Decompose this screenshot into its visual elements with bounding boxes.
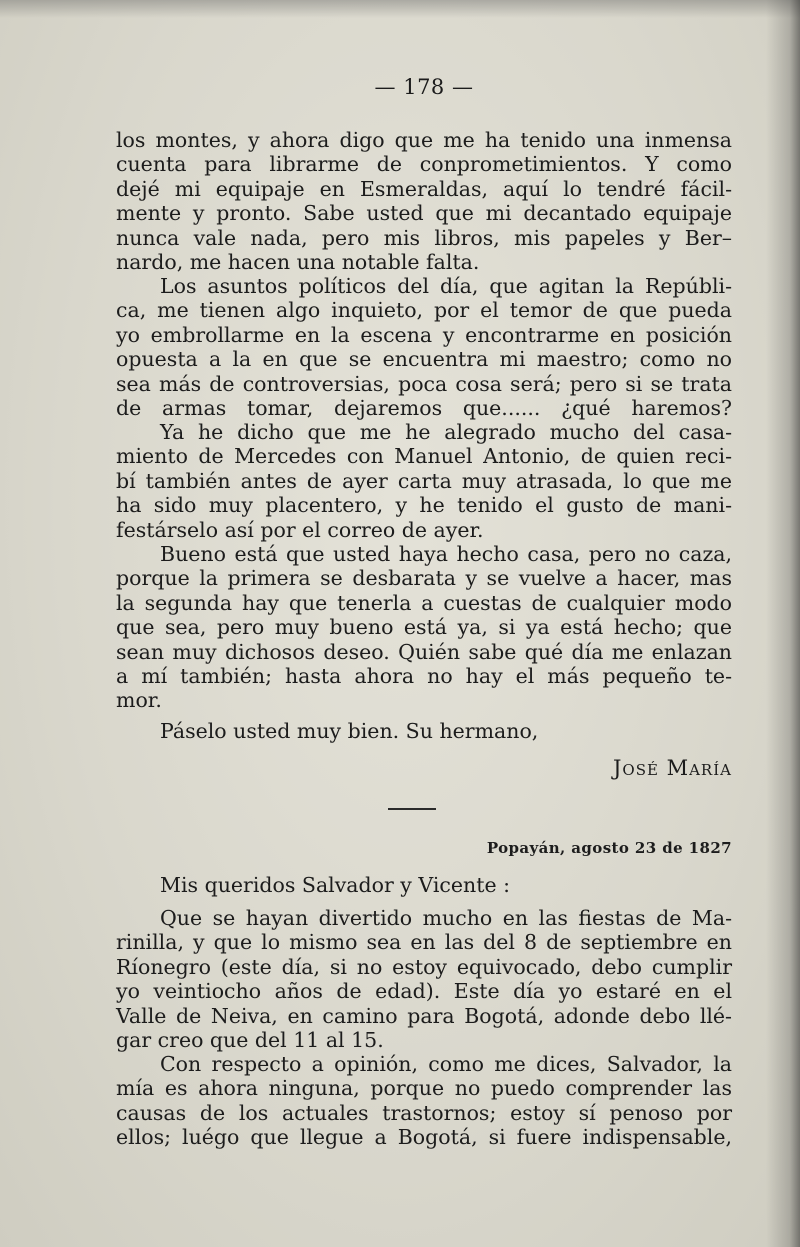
closing-paragraph [116,719,732,743]
text-line: la segunda hay que tenerla a cuestas de cualquier modo [116,590,732,615]
text-line: miento de Mercedes con Manuel Antonio, de quien reci- [116,444,732,469]
text-line: ellos; luégo que llegue a Bogotá, si fuere indispensable, [116,1125,732,1150]
text-line: los montes, y ahora digo que me ha tenido una inmensa [116,128,732,152]
paragraph-3 [116,420,732,542]
text-line: causas de los actuales trastornos; estoy sí penoso por [116,1100,732,1125]
text-line: Valle de Neiva, en camino para Bogotá, adonde debo llé- [116,1003,732,1028]
text-line: Ríonegro (este día, si no estoy equivocado, debo cumplir [116,954,732,979]
paragraph-2 [116,274,732,420]
text-line: ha sido muy placentero, y he tenido el gusto de mani- [116,493,732,518]
text-line: ca, me tienen algo inquieto, por el temor de que pueda [116,298,732,323]
text-line: gar creo que del 11 al 15. [116,1027,384,1052]
text-line: Que se hayan divertido mucho en las fiestas de Ma- [160,906,732,930]
text-line: porque la primera se desbarata y se vuelve a hacer, mas [116,566,732,591]
text-line: a mí también; hasta ahora no hay el más pequeño te- [116,663,732,688]
text-line: nunca vale nada, pero mis libros, mis papeles y Ber– [116,225,732,250]
text-line: Los asuntos políticos del día, que agitan la Repúbli- [160,274,732,298]
paragraph-1 [116,128,732,274]
paragraph-5 [116,906,732,1052]
text-line: sea más de controversias, poca cosa será; pero si se trata [116,371,732,396]
text-line: festárselo así por el correo de ayer. [116,517,484,542]
text-line: de armas tomar, dejaremos que...... ¿qué haremos? [116,395,732,420]
text-line: mor. [116,688,162,713]
text-line: sean muy dichosos deseo. Quién sabe qué día me enlazan [116,639,732,664]
text-line: opuesta a la en que se encuentra mi maestro; como no [116,347,732,372]
text-line: yo embrollarme en la escena y encontrarme en posición [116,322,732,347]
text-line: yo veintiocho años de edad). Este día yo estaré en el [116,979,732,1004]
section-divider [388,808,436,810]
text-line: mente y pronto. Sabe usted que mi decantado equipaje [116,201,732,226]
page-edge-shadow [766,0,800,1247]
page-top-shadow [0,0,800,18]
salutation: Mis queridos Salvador y Vicente : [160,873,511,897]
signature: José María [612,756,732,780]
page-number: — 178 — [374,75,474,99]
paragraph-6 [116,1052,732,1150]
text-line: bí también antes de ayer carta muy atrasada, lo que me [116,468,732,493]
text-line: Ya he dicho que me he alegrado mucho del casa- [160,420,732,444]
text-line: cuenta para librarme de conprometimientos. Y como [116,152,732,177]
paragraph-4 [116,542,732,713]
text-line: Páselo usted muy bien. Su hermano, [160,719,539,743]
text-line: Bueno está que usted haya hecho casa, pero no caza, [160,542,732,566]
text-line: rinilla, y que lo mismo sea en las del 8 de septiembre en [116,930,732,955]
text-line: nardo, me hacen una notable falta. [116,249,480,274]
text-line: Con respecto a opinión, como me dices, Salvador, la [160,1052,732,1076]
text-line: dejé mi equipaje en Esmeraldas, aquí lo tendré fácil- [116,176,732,201]
text-line: mía es ahora ninguna, porque no puedo comprender las [116,1076,732,1101]
letter-date: Popayán, agosto 23 de 1827 [486,839,732,857]
text-line: que sea, pero muy bueno está ya, si ya está hecho; que [116,615,732,640]
